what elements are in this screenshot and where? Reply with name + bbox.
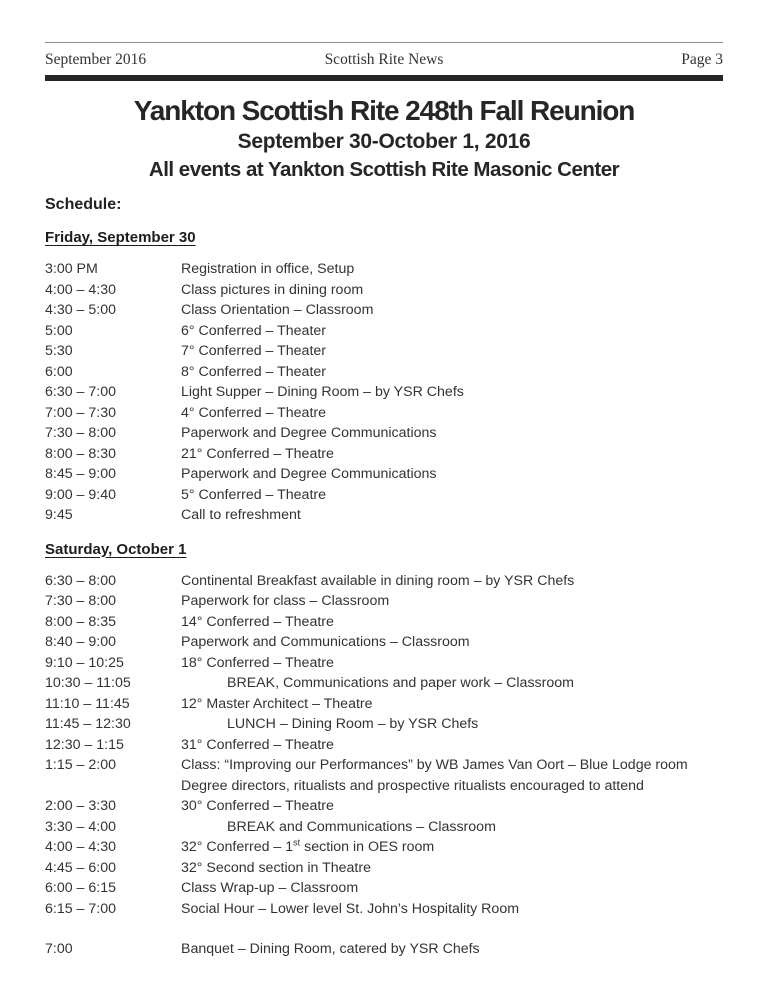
event-text: Registration in office, Setup — [181, 261, 355, 277]
event-text: Class: “Improving our Performances” by WB James Van Oort – Blue Lodge room — [181, 757, 688, 773]
day-heading: Friday, September 30 — [45, 229, 196, 246]
event-cell — [181, 259, 723, 280]
event-text: Class Wrap-up – Classroom — [181, 880, 359, 896]
masthead-date: September 2016 — [45, 51, 147, 68]
event-text: Class pictures in dining room — [181, 281, 364, 298]
schedule-row — [45, 796, 723, 817]
event-text: Banquet – Dining Room, catered by YSR Chefs — [181, 941, 480, 957]
time-cell: 8:40 – 9:00 — [45, 634, 116, 650]
masthead-page-number: Page 3 — [681, 51, 723, 68]
time-cell: 8:00 – 8:35 — [45, 613, 116, 630]
time-cell: 7:00 – 7:30 — [45, 404, 116, 421]
time-cell: 6:30 – 7:00 — [45, 384, 116, 400]
schedule-row — [45, 837, 723, 858]
time-cell: 3:30 – 4:00 — [45, 818, 116, 835]
event-text: BREAK and Communications – Classroom — [227, 818, 496, 835]
schedule-row — [45, 858, 723, 879]
event-text: 7° Conferred – Theater — [181, 343, 327, 359]
event-cell — [181, 485, 723, 506]
schedule-row — [45, 899, 723, 920]
schedule-row — [45, 362, 723, 383]
schedule-row — [45, 714, 723, 735]
event-text: Social Hour – Lower level St. John’s Hospitality Room — [181, 900, 520, 917]
event-venue: All events at Yankton Scottish Rite Masonic Center — [148, 158, 620, 181]
event-cell — [181, 403, 723, 424]
masthead — [45, 43, 723, 75]
event-text: Light Supper – Dining Room – by YSR Chefs — [181, 384, 464, 400]
event-text: 32° Conferred – 1st section in OES room — [181, 837, 435, 855]
time-cell: 6:00 – 6:15 — [45, 880, 116, 896]
event-cell — [181, 591, 723, 612]
time-cell: 9:45 — [45, 507, 73, 523]
event-cell — [181, 653, 723, 674]
time-cell: 9:10 – 10:25 — [45, 654, 124, 671]
schedule-row — [45, 817, 723, 838]
masthead-double-rule — [45, 75, 723, 81]
event-cell — [181, 464, 723, 485]
schedule-row — [45, 259, 723, 280]
time-cell: 3:00 PM — [45, 261, 98, 277]
event-cell — [181, 837, 723, 858]
time-cell: 2:00 – 3:30 — [45, 798, 116, 814]
schedule-row — [45, 444, 723, 465]
event-text-continuation: Degree directors, ritualists and prospective ritualists encouraged to attend — [181, 777, 644, 794]
event-cell — [181, 444, 723, 465]
schedule-row — [45, 673, 723, 694]
schedule-row — [45, 653, 723, 674]
schedule-row — [45, 300, 723, 321]
time-cell: 1:15 – 2:00 — [45, 757, 116, 773]
event-cell — [181, 362, 723, 383]
schedule-row — [45, 280, 723, 301]
event-text: Class Orientation – Classroom — [181, 302, 374, 318]
time-cell: 5:30 — [45, 343, 73, 359]
time-cell: 7:30 – 8:00 — [45, 425, 116, 441]
time-cell: 4:30 – 5:00 — [45, 302, 116, 318]
event-cell — [181, 796, 723, 817]
schedule-row — [45, 505, 723, 526]
time-cell: 8:00 – 8:30 — [45, 445, 116, 462]
ordinal-superscript: st — [293, 837, 301, 848]
event-text: 14° Conferred – Theatre — [181, 613, 334, 630]
schedule-row — [45, 403, 723, 424]
time-cell: 10:30 – 11:05 — [45, 675, 131, 691]
schedule-row — [45, 755, 723, 796]
schedule-row — [45, 321, 723, 342]
time-cell: 6:30 – 8:00 — [45, 572, 116, 589]
event-cell — [181, 341, 723, 362]
schedule-row — [45, 939, 723, 960]
event-text: Paperwork and Degree Communications — [181, 466, 437, 482]
schedule-row — [45, 485, 723, 506]
event-text: 30° Conferred – Theatre — [181, 798, 334, 814]
time-cell: 4:45 – 6:00 — [45, 859, 116, 876]
event-cell — [181, 612, 723, 633]
time-cell: 7:30 – 8:00 — [45, 593, 116, 609]
event-text: Paperwork and Communications – Classroom — [181, 634, 470, 650]
time-cell: 8:45 – 9:00 — [45, 466, 116, 482]
section-rows — [45, 571, 723, 960]
event-cell — [181, 321, 723, 342]
event-text: 32° Second section in Theatre — [181, 859, 371, 876]
schedule-row — [45, 464, 723, 485]
event-text: Call to refreshment — [181, 507, 301, 523]
event-cell — [181, 571, 723, 592]
schedule-row — [45, 341, 723, 362]
schedule-sections — [45, 229, 723, 960]
event-cell — [181, 939, 723, 960]
time-cell: 12:30 – 1:15 — [45, 736, 124, 753]
event-cell — [181, 382, 723, 403]
event-cell — [181, 714, 723, 735]
event-text: 18° Conferred – Theatre — [181, 654, 334, 671]
day-heading: Saturday, October 1 — [45, 540, 187, 558]
event-cell — [181, 817, 723, 838]
event-cell — [181, 632, 723, 653]
event-cell — [181, 423, 723, 444]
event-text: 31° Conferred – Theatre — [181, 736, 334, 753]
schedule-row — [45, 735, 723, 756]
event-cell — [181, 899, 723, 920]
time-cell: 6:00 — [45, 363, 73, 380]
schedule-label: Schedule: — [45, 196, 122, 213]
event-text: Paperwork and Degree Communications — [181, 425, 437, 441]
time-cell: 11:45 – 12:30 — [45, 716, 131, 732]
title-block — [45, 94, 723, 183]
schedule-row — [45, 612, 723, 633]
event-text: 6° Conferred – Theater — [181, 322, 327, 339]
event-text: Paperwork for class – Classroom — [181, 593, 390, 609]
time-cell: 11:10 – 11:45 — [45, 695, 130, 712]
event-cell — [181, 673, 723, 694]
time-cell: 5:00 — [45, 322, 73, 339]
event-text: BREAK, Communications and paper work – Classroom — [227, 675, 574, 691]
event-text: Continental Breakfast available in dining room – by YSR Chefs — [181, 572, 575, 589]
event-text: 8° Conferred – Theater — [181, 363, 327, 380]
schedule-row — [45, 632, 723, 653]
schedule-row — [45, 423, 723, 444]
section-rows — [45, 259, 723, 526]
event-text: 12° Master Architect – Theatre — [181, 695, 373, 712]
event-cell — [181, 280, 723, 301]
time-cell: 4:00 – 4:30 — [45, 281, 116, 298]
time-cell: 4:00 – 4:30 — [45, 839, 116, 855]
event-dates: September 30-October 1, 2016 — [237, 130, 531, 153]
event-cell — [181, 694, 723, 715]
masthead-publication: Scottish Rite News — [324, 51, 444, 68]
event-cell — [181, 300, 723, 321]
schedule-row — [45, 591, 723, 612]
time-cell: 6:15 – 7:00 — [45, 900, 116, 917]
event-cell — [181, 505, 723, 526]
time-cell: 9:00 – 9:40 — [45, 486, 116, 503]
event-cell — [181, 878, 723, 899]
event-cell — [181, 755, 723, 796]
page-title: Yankton Scottish Rite 248th Fall Reunion — [133, 95, 635, 126]
event-text: 21° Conferred – Theatre — [181, 445, 334, 462]
event-text: 4° Conferred – Theatre — [181, 404, 327, 421]
event-cell — [181, 735, 723, 756]
schedule-row — [45, 878, 723, 899]
event-cell — [181, 858, 723, 879]
schedule-row — [45, 382, 723, 403]
schedule-row — [45, 571, 723, 592]
event-text: LUNCH – Dining Room – by YSR Chefs — [227, 716, 479, 732]
event-text: 5° Conferred – Theatre — [181, 486, 327, 503]
schedule-row — [45, 694, 723, 715]
time-cell: 7:00 — [45, 941, 73, 957]
